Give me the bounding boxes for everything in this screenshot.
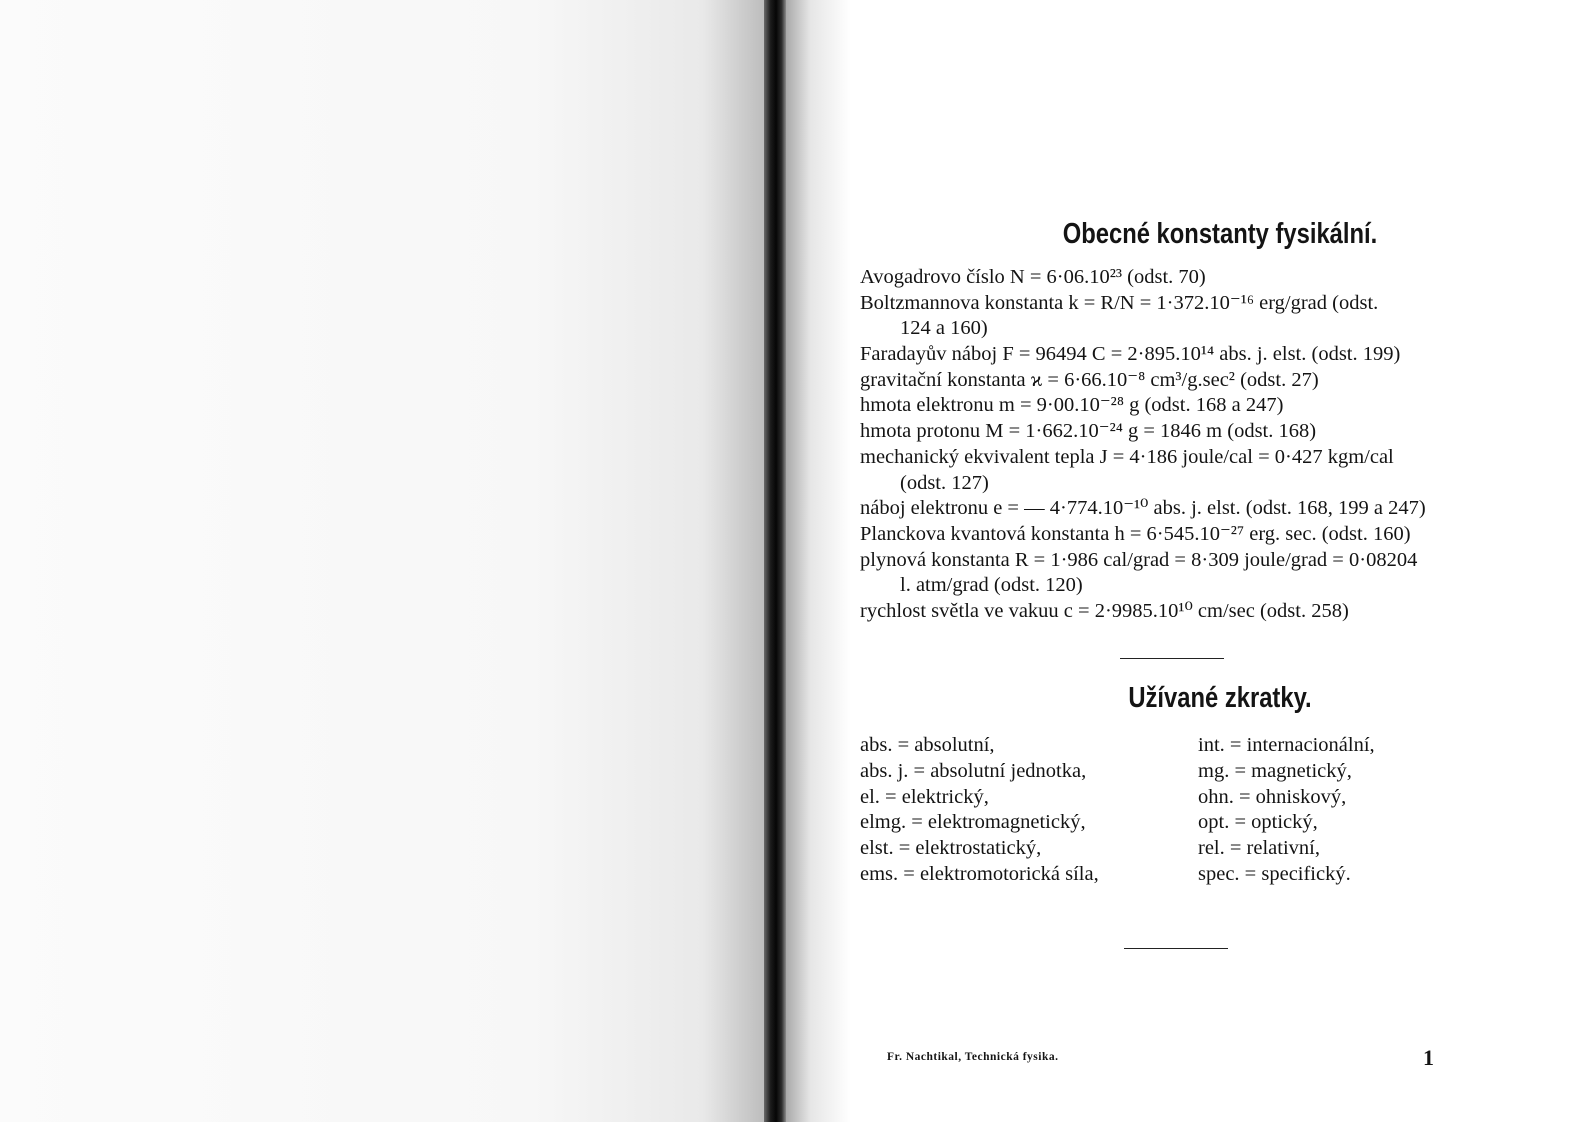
page-number: 1 [1423,1045,1434,1070]
constant-line: 124 a 160) [900,317,988,340]
constant-line: náboj elektronu e = — 4·774.10⁻¹⁰ abs. j. elst. (odst. 168, 199 a 247) [860,497,1426,520]
constant-line: plynová konstanta R = 1·986 cal/grad = 8·309 joule/grad = 0·08204 [860,548,1418,571]
abbreviation-item: opt. = optický, [1198,811,1318,834]
section-divider [1120,658,1224,659]
abbreviation-item: elst. = elektrostatický, [860,837,1042,860]
abbreviations-left-column [860,733,1099,888]
constant-line: Planckova kvantová konstanta h = 6·545.10⁻²⁷ erg. sec. (odst. 160) [860,522,1411,545]
constant-line: rychlost světla ve vakuu c = 2·9985.10¹⁰ cm/sec (odst. 258) [860,599,1349,622]
constant-line: l. atm/grad (odst. 120) [900,574,1083,597]
abbreviation-item: ems. = elektromotorická síla, [860,862,1099,885]
book-spine [764,0,786,1122]
abbreviation-item: abs. j. = absolutní jednotka, [860,759,1087,782]
abbreviation-item: ohn. = ohniskový, [1198,785,1347,808]
constant-line: mechanický ekvivalent tepla J = 4·186 joule/cal = 0·427 kgm/cal [860,445,1394,468]
left-blank-page [0,0,764,1122]
constants-heading: Obecné konstanty fysikální. [1062,218,1378,250]
abbreviations-heading: Užívané zkratky. [1128,682,1312,714]
constant-line: Faradayův náboj F = 96494 C = 2·895.10¹⁴ abs. j. elst. (odst. 199) [860,343,1401,366]
abbreviation-item: abs. = absolutní, [860,734,995,756]
footer-signature: Fr. Nachtikal, Technická fysika. [887,1051,1059,1063]
constant-line: Boltzmannova konstanta k = R/N = 1·372.10⁻¹⁶ erg/grad (odst. [860,291,1379,314]
constant-line: hmota protonu M = 1·662.10⁻²⁴ g = 1846 m (odst. 168) [860,420,1317,443]
constant-line: gravitační konstanta ϰ = 6·66.10⁻⁸ cm³/g.sec² (odst. 27) [860,368,1319,391]
abbreviation-item: el. = elektrický, [860,785,989,808]
abbreviations-right-column [1198,733,1375,888]
constant-line: Avogadrovo číslo N = 6·06.10²³ (odst. 70) [860,266,1206,288]
constant-line: hmota elektronu m = 9·00.10⁻²⁸ g (odst. 168 a 247) [860,394,1284,417]
abbreviation-item: int. = internacionální, [1198,734,1375,756]
constants-list [860,265,1492,625]
end-divider [1124,948,1228,949]
constant-line: (odst. 127) [900,471,989,494]
abbreviation-item: spec. = specifický. [1198,862,1351,885]
abbreviation-item: elmg. = elektromagnetický, [860,811,1086,834]
abbreviation-item: mg. = magnetický, [1198,759,1352,782]
abbreviation-item: rel. = relativní, [1198,837,1320,860]
